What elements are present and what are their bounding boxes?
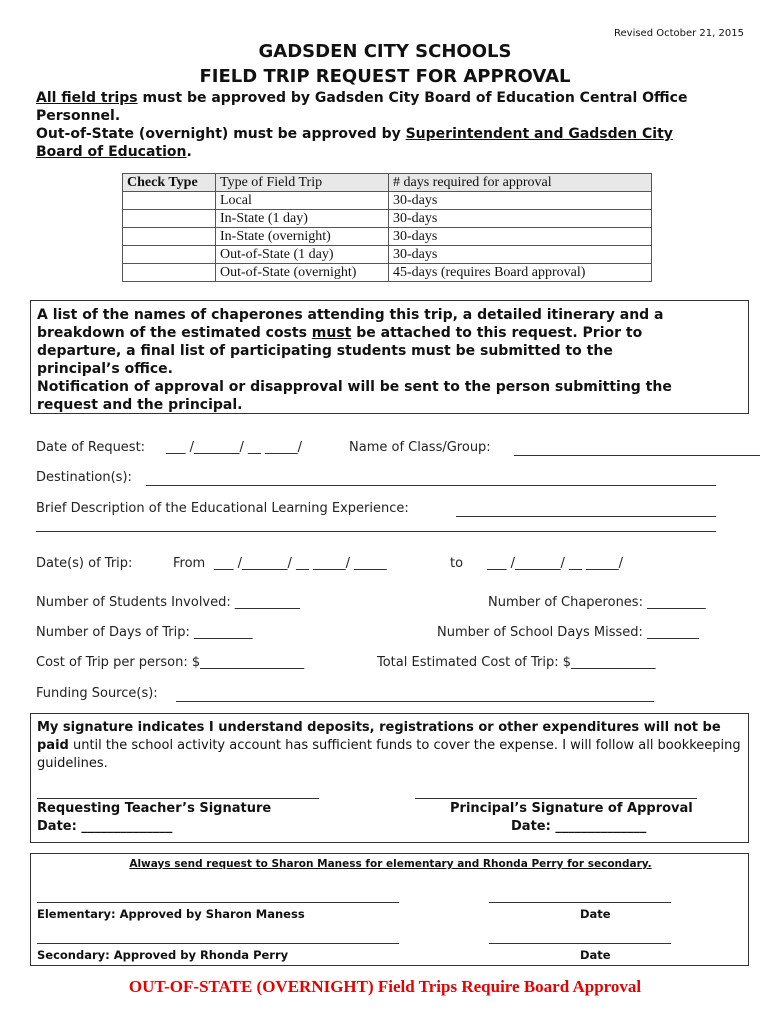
notice-line-1: A list of the names of chaperones attending this trip, a detailed itinerary and a bbox=[37, 307, 664, 323]
date-of-request-field[interactable]: ___ /_______/ __ _____/ bbox=[166, 440, 303, 455]
intro-all-field-trips: All field trips bbox=[36, 90, 138, 106]
from-date-field[interactable]: ___ /_______/ __ _____/ _____ bbox=[214, 556, 387, 571]
cost-per-person-field[interactable]: Cost of Trip per person: $________________ bbox=[36, 655, 305, 670]
page-title-form: FIELD TRIP REQUEST FOR APPROVAL bbox=[199, 66, 571, 87]
check-type-cell[interactable] bbox=[123, 264, 216, 282]
col-type-of-trip: Type of Field Trip bbox=[216, 174, 389, 192]
check-type-cell[interactable] bbox=[123, 210, 216, 228]
days-cell: 30-days bbox=[389, 228, 652, 246]
date-of-request-label: Date of Request: bbox=[36, 440, 146, 455]
teacher-signature-line[interactable] bbox=[37, 798, 319, 799]
secondary-date-line[interactable] bbox=[489, 943, 671, 944]
name-of-class-field[interactable] bbox=[514, 455, 760, 456]
teacher-date-field[interactable]: Date: ______________ bbox=[37, 819, 173, 834]
elementary-approval-label: Elementary: Approved by Sharon Maness bbox=[37, 907, 305, 921]
days-cell: 45-days (requires Board approval) bbox=[389, 264, 652, 282]
board-approval-warning: OUT-OF-STATE (OVERNIGHT) Field Trips Require Board Approval bbox=[128, 977, 642, 996]
type-cell: Local bbox=[216, 192, 389, 210]
notice-line-4: principal’s office. bbox=[37, 361, 173, 377]
revised-date: Revised October 21, 2015 bbox=[614, 28, 744, 39]
notice-line-3: departure, a final list of participating students must be submitted to the bbox=[37, 343, 613, 359]
intro-line-2: Personnel. bbox=[36, 108, 121, 124]
elementary-signature-line[interactable] bbox=[37, 902, 399, 903]
notice-line-2 bbox=[37, 324, 742, 342]
intro-superintendent: Superintendent and Gadsden City bbox=[405, 126, 673, 142]
principal-date-field[interactable]: Date: ______________ bbox=[511, 819, 647, 834]
destination-field[interactable] bbox=[146, 485, 716, 486]
table-row bbox=[123, 192, 652, 210]
check-type-cell[interactable] bbox=[123, 192, 216, 210]
to-label: to bbox=[450, 556, 464, 571]
elementary-date-line[interactable] bbox=[489, 902, 671, 903]
intro-board-of-education: Board of Education bbox=[36, 144, 187, 160]
description-label: Brief Description of the Educational Learning Experience: bbox=[36, 501, 409, 516]
principal-signature-label: Principal’s Signature of Approval bbox=[450, 801, 693, 816]
approval-box bbox=[30, 853, 749, 966]
description-field-line-2[interactable] bbox=[36, 531, 716, 532]
funding-label: Funding Source(s): bbox=[36, 686, 158, 701]
check-type-cell[interactable] bbox=[123, 246, 216, 264]
signature-statement bbox=[37, 719, 745, 773]
destination-label: Destination(s): bbox=[36, 470, 132, 485]
col-check-type: Check Type bbox=[123, 174, 216, 192]
intro-line-3 bbox=[36, 125, 673, 143]
secondary-date-label: Date bbox=[580, 948, 611, 962]
attachment-notice-box bbox=[30, 300, 749, 414]
trip-type-table bbox=[122, 173, 652, 282]
days-cell: 30-days bbox=[389, 210, 652, 228]
dates-of-trip-label: Date(s) of Trip: bbox=[36, 556, 133, 571]
students-field[interactable]: Number of Students Involved: __________ bbox=[36, 595, 300, 610]
to-date-field[interactable]: ___ /_______/ __ _____/ bbox=[487, 556, 624, 571]
signature-statement-bold: My signature indicates I understand deposits, registrations or other expenditures will not be paid bbox=[37, 720, 721, 753]
intro-line-4 bbox=[36, 143, 192, 161]
name-of-class-label: Name of Class/Group: bbox=[349, 440, 491, 455]
teacher-signature-label: Requesting Teacher’s Signature bbox=[37, 801, 272, 816]
intro-line-1-rest: must be approved by Gadsden City Board of Education Central Office bbox=[137, 90, 688, 106]
secondary-approval-label: Secondary: Approved by Rhonda Perry bbox=[37, 948, 289, 962]
description-field-line-1[interactable] bbox=[456, 516, 716, 517]
notice-line-6: request and the principal. bbox=[37, 397, 243, 413]
intro-line-1 bbox=[36, 89, 687, 107]
chaperones-field[interactable]: Number of Chaperones: _________ bbox=[488, 595, 706, 610]
notice-line-2-start: breakdown of the estimated costs bbox=[37, 325, 312, 341]
principal-signature-line[interactable] bbox=[415, 798, 697, 799]
days-of-trip-field[interactable]: Number of Days of Trip: _________ bbox=[36, 625, 253, 640]
col-days-required: # days required for approval bbox=[389, 174, 652, 192]
funding-field[interactable] bbox=[176, 701, 654, 702]
signature-box bbox=[30, 713, 749, 843]
type-cell: In-State (overnight) bbox=[216, 228, 389, 246]
table-row bbox=[123, 228, 652, 246]
total-cost-field[interactable]: Total Estimated Cost of Trip: $_____________ bbox=[377, 655, 656, 670]
intro-period: . bbox=[186, 144, 192, 160]
days-cell: 30-days bbox=[389, 246, 652, 264]
table-row bbox=[123, 246, 652, 264]
from-label: From bbox=[173, 556, 206, 571]
check-type-cell[interactable] bbox=[123, 228, 216, 246]
type-cell: Out-of-State (1 day) bbox=[216, 246, 389, 264]
days-cell: 30-days bbox=[389, 192, 652, 210]
elementary-date-label: Date bbox=[580, 907, 611, 921]
notice-line-5: Notification of approval or disapproval will be sent to the person submitting the bbox=[37, 379, 672, 395]
notice-line-2-end: be attached to this request. Prior to bbox=[351, 325, 643, 341]
intro-line-3-start: Out-of-State (overnight) must be approved by bbox=[36, 126, 406, 142]
notice-must: must bbox=[311, 325, 352, 341]
type-cell: In-State (1 day) bbox=[216, 210, 389, 228]
page-title-district: GADSDEN CITY SCHOOLS bbox=[258, 41, 512, 62]
table-row bbox=[123, 210, 652, 228]
routing-note: Always send request to Sharon Maness for elementary and Rhonda Perry for secondary. bbox=[129, 858, 652, 870]
school-days-missed-field[interactable]: Number of School Days Missed: ________ bbox=[437, 625, 700, 640]
type-cell: Out-of-State (overnight) bbox=[216, 264, 389, 282]
secondary-signature-line[interactable] bbox=[37, 943, 399, 944]
table-header-row bbox=[123, 174, 652, 192]
signature-statement-rest: until the school activity account has sufficient funds to cover the expense. I will follow all bookkeeping guidelines. bbox=[37, 738, 741, 771]
table-row bbox=[123, 264, 652, 282]
